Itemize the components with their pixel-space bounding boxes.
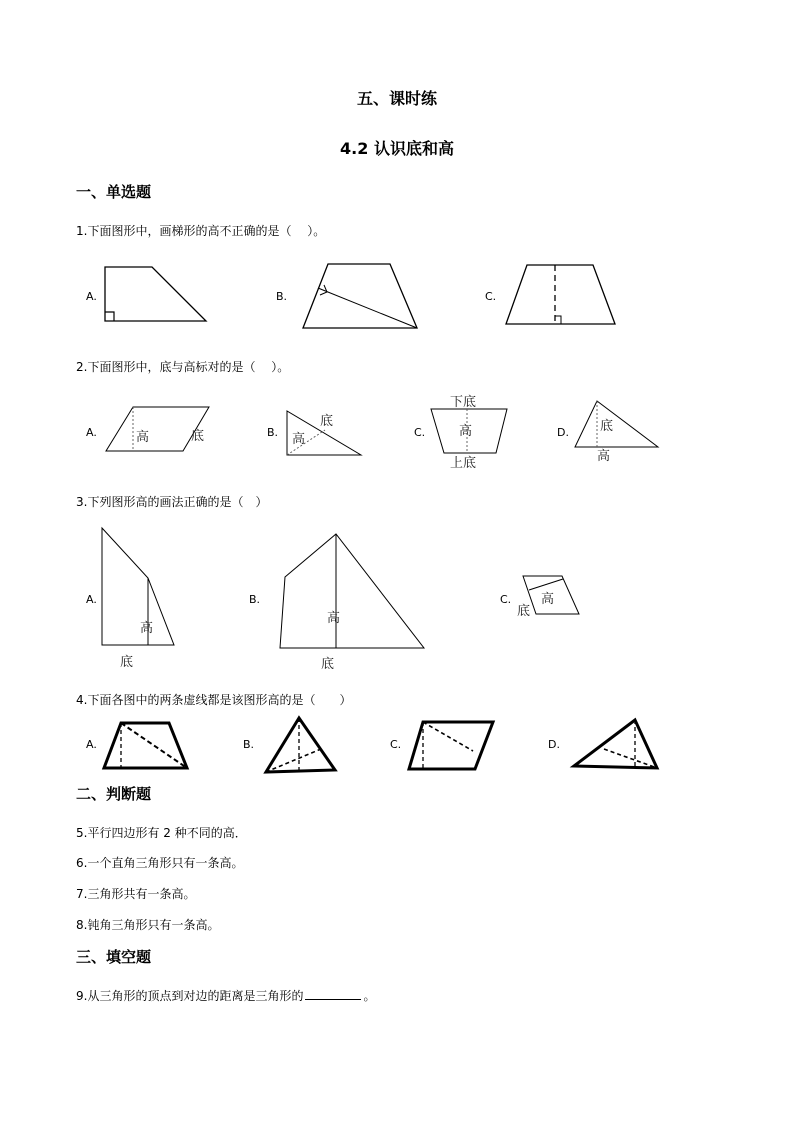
q2-option-b-label: B. <box>267 426 279 439</box>
question-6: 6.一个直角三角形只有一条高。 <box>76 856 244 870</box>
q3-a-height-text: 高 <box>140 621 154 636</box>
q3-c-base-text: 底 <box>517 604 531 619</box>
question-7: 7.三角形共有一条高。 <box>76 887 196 901</box>
q3-option-b-figure <box>276 528 430 674</box>
q2-option-c-label: C. <box>414 426 426 439</box>
question-5: 5.平行四边形有 2 种不同的高． <box>76 826 247 840</box>
question-9-suffix: 。 <box>363 989 376 1003</box>
q3-option-b-label: B. <box>249 593 261 606</box>
q3-option-c-label: C. <box>500 593 512 606</box>
q4-option-c-parallelogram <box>405 718 497 774</box>
q3-b-height-text: 高 <box>327 611 341 626</box>
q1-option-c-label: C. <box>485 290 497 303</box>
q2-c-top-text: 下底 <box>450 395 477 410</box>
q3-c-height-text: 高 <box>541 592 555 607</box>
q1-option-b-trapezoid <box>300 261 422 331</box>
q3-b-base-text: 底 <box>321 657 335 672</box>
section-single-choice: 一、单选题 <box>76 183 152 201</box>
question-4: 4.下面各图中的两条虚线都是该图形高的是（ ） <box>76 693 352 707</box>
lesson-title: 4.2 认识底和高 <box>340 139 454 158</box>
question-8: 8.钝角三角形只有一条高。 <box>76 918 220 932</box>
question-1: 1.下面图形中，画梯形的高不正确的是（ ）。 <box>76 224 326 238</box>
q2-c-bottom-text: 上底 <box>450 456 477 471</box>
question-2: 2.下面图形中，底与高标对的是（ ）。 <box>76 360 290 374</box>
q1-option-c-trapezoid <box>503 262 619 328</box>
q2-option-d-triangle <box>572 398 662 464</box>
q3-option-a-label: A. <box>86 593 97 606</box>
question-9-answer-blank[interactable] <box>305 987 361 1000</box>
question-9-prefix: 9.从三角形的顶点到对边的距离是三角形的 <box>76 989 304 1003</box>
q2-d-base-text: 底 <box>600 419 614 434</box>
q3-option-a-figure <box>98 525 182 673</box>
question-9 <box>76 987 375 1004</box>
q1-option-a-label: A. <box>86 290 97 303</box>
q2-b-base-text: 底 <box>320 414 334 429</box>
q4-option-a-trapezoid <box>100 719 192 773</box>
section-fill-blank: 三、填空题 <box>76 948 152 966</box>
chapter-title: 五、课时练 <box>356 89 437 108</box>
question-3: 3.下列图形高的画法正确的是（ ） <box>76 495 268 509</box>
q2-option-a-parallelogram <box>103 404 213 456</box>
q1-option-a-trapezoid <box>100 262 210 326</box>
q2-option-c-trapezoid <box>428 392 512 472</box>
q4-option-d-triangle <box>570 716 662 774</box>
q4-option-d-label: D. <box>548 738 560 751</box>
q2-c-height-text: 高 <box>459 424 473 439</box>
q2-a-base-text: 底 <box>191 429 205 444</box>
q2-a-height-text: 高 <box>136 430 150 445</box>
q3-a-base-text: 底 <box>120 655 134 670</box>
q4-option-c-label: C. <box>390 738 402 751</box>
q2-option-b-triangle <box>283 408 365 460</box>
q2-option-d-label: D. <box>557 426 569 439</box>
section-true-false: 二、判断题 <box>76 785 152 803</box>
q1-option-b-label: B. <box>276 290 288 303</box>
q2-d-height-text: 高 <box>597 449 611 464</box>
q2-option-a-label: A. <box>86 426 97 439</box>
q2-b-height-text: 高 <box>292 432 306 447</box>
q4-option-b-triangle <box>262 714 340 776</box>
q3-option-c-figure <box>514 570 584 622</box>
q4-option-b-label: B. <box>243 738 255 751</box>
q4-option-a-label: A. <box>86 738 97 751</box>
